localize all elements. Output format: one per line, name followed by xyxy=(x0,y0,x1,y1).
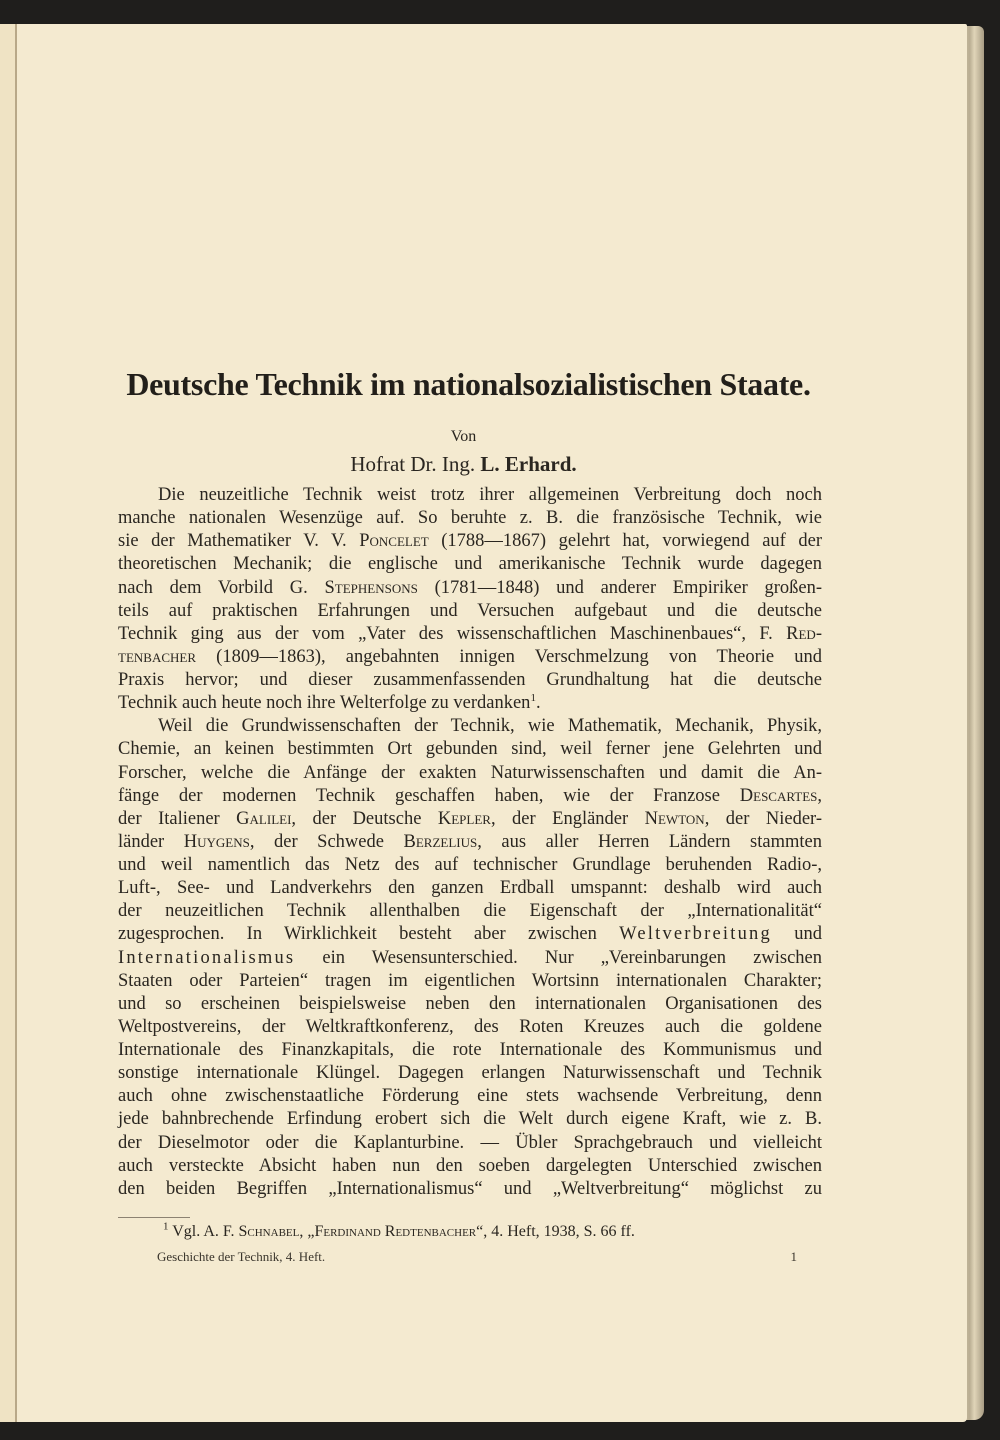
text-line xyxy=(118,692,822,715)
text-run: und so erscheinen beispielsweise neben den internationalen Organisationen des xyxy=(118,993,822,1014)
text-run: , „ xyxy=(299,1223,315,1240)
text-run: (1788—1867) gelehrt hat, vorwiegend auf der xyxy=(428,531,822,552)
text-run: auch ohne zwischenstaatliche Förderung eine stets wachsende Verbreitung, denn xyxy=(118,1086,822,1107)
text-line xyxy=(118,923,822,946)
text-run: , der Engländer xyxy=(490,808,645,829)
text-line xyxy=(118,993,822,1016)
spaced-emphasis: Internationalismus xyxy=(118,947,296,968)
text-line xyxy=(118,854,822,877)
text-line xyxy=(118,669,822,692)
text-run: auch versteckte Absicht haben nun den soeben dargelegten Unterschied zwischen xyxy=(118,1155,822,1176)
text-line xyxy=(118,1108,822,1131)
text-run: (1781—1848) und anderer Empiriker großen- xyxy=(417,577,823,598)
text-run: der Italiener xyxy=(118,808,237,829)
text-run: Technik auch heute noch ihre Welterfolge zu verdanken xyxy=(118,693,531,714)
text-run: länder xyxy=(118,831,184,852)
text-run: , der Schwede xyxy=(249,831,404,852)
text-run: “, 4. Heft, 1938, S. 66 ff. xyxy=(476,1223,635,1240)
name-smallcaps: Kepler xyxy=(437,808,491,829)
text-line xyxy=(118,1132,822,1155)
text-line xyxy=(118,1016,822,1039)
text-line xyxy=(118,600,822,623)
text-run: den beiden Begriffen „Internationalismus“ und „Weltverbreitung“ möglichst zu xyxy=(118,1178,822,1199)
text-run: sie der Mathematiker V. V. xyxy=(118,531,360,552)
text-run: Forscher, welche die Anfänge der exakten Naturwissenschaften und damit die An- xyxy=(118,762,822,783)
text-run: und weil namentlich das Netz des auf technischer Grundlage beruhenden Radio-, xyxy=(118,855,822,875)
name-smallcaps: tenbacher xyxy=(118,646,196,667)
text-line xyxy=(118,1178,822,1201)
text-run: Chemie, an keinen bestimmten Ort gebunden sind, weil ferner jene Gelehrten und xyxy=(118,739,822,760)
byline-von: Von xyxy=(450,428,477,445)
footnote-divider xyxy=(118,1217,190,1218)
text-run: , xyxy=(817,785,822,806)
text-line xyxy=(118,831,822,854)
footnote-ref: 1 xyxy=(530,691,536,704)
text-line xyxy=(118,530,822,553)
name-smallcaps: Poncelet xyxy=(359,531,429,552)
text-run: Weil die Grundwissenschaften der Technik, wie Mathematik, Mechanik, Physik, xyxy=(158,716,822,737)
article-body xyxy=(118,484,822,1201)
text-run: Weltpostvereins, der Weltkraftkonferenz, des Roten Kreuzes auch die goldene xyxy=(118,1016,822,1037)
text-line xyxy=(118,646,822,669)
text-line xyxy=(118,947,822,970)
name-smallcaps: Schnabel xyxy=(238,1223,300,1240)
journal-name: Geschichte der Technik, 4. Heft. xyxy=(157,1249,326,1264)
text-line xyxy=(118,1085,822,1108)
text-run: der neuzeitlichen Technik allenthalben die Eigenschaft der „Internationalität“ xyxy=(118,901,822,922)
text-run: , der Deutsche xyxy=(291,808,438,829)
page-footer xyxy=(157,1249,797,1265)
text-line xyxy=(118,623,822,646)
text-run: nach dem Vorbild G. xyxy=(118,577,325,598)
text-line xyxy=(118,970,822,993)
text-line xyxy=(118,1155,822,1178)
text-run: Technik ging aus der vom „Vater des wissenschaftlichen Maschinenbaues“, F. xyxy=(118,623,787,644)
author-name: L. Erhard. xyxy=(480,452,577,476)
text-run: (1809—1863), angebahnten innigen Verschmelzung von Theorie und xyxy=(196,646,822,667)
text-line xyxy=(118,877,822,900)
text-line xyxy=(118,1039,822,1062)
text-line xyxy=(118,900,822,923)
text-line xyxy=(118,1062,822,1085)
text-line xyxy=(118,553,822,576)
name-smallcaps: Huygens xyxy=(183,831,250,852)
text-run: theoretischen Mechanik; die englische und amerikanische Technik wurde dagegen xyxy=(118,554,822,575)
text-run: sonstige internationale Klüngel. Dagegen erlangen Naturwissenschaft und Technik xyxy=(118,1063,822,1084)
text-line xyxy=(118,484,822,507)
text-run: jede bahnbrechende Erfindung erobert sich die Welt durch eigene Kraft, wie z. B. xyxy=(118,1109,822,1130)
name-smallcaps: Stephensons xyxy=(324,577,418,598)
article-title: Deutsche Technik im nationalsozialistischen Staate. xyxy=(126,366,811,402)
footnote xyxy=(163,1220,635,1241)
name-smallcaps: Galilei xyxy=(236,808,292,829)
text-line xyxy=(118,808,822,831)
book-fold xyxy=(15,24,17,1422)
name-smallcaps: Descartes xyxy=(739,785,818,806)
author-prefix: Hofrat Dr. Ing. xyxy=(350,452,481,476)
text-run: . xyxy=(535,693,541,714)
text-line xyxy=(118,507,822,530)
name-smallcaps: Red- xyxy=(786,623,822,644)
text-line xyxy=(118,738,822,761)
text-line xyxy=(118,715,822,738)
text-run: teils auf praktischen Erfahrungen und Versuchen aufgebaut und die deutsche xyxy=(118,600,822,621)
text-run: und xyxy=(771,924,822,945)
document-page xyxy=(17,24,967,1422)
text-run: fänge der modernen Technik geschaffen haben, wie der Franzose xyxy=(118,785,740,806)
text-run: Staaten oder Parteien“ tragen im eigentlichen Wortsinn internationalen Charakter; xyxy=(118,970,822,991)
name-smallcaps: Newton xyxy=(644,808,705,829)
text-line xyxy=(118,785,822,808)
text-run: der Dieselmotor oder die Kaplanturbine. — Übler Sprachgebrauch und vielleicht xyxy=(118,1132,822,1153)
text-run: zugesprochen. In Wirklichkeit besteht aber zwischen xyxy=(118,924,620,945)
text-run: ein Wesensunterschied. Nur „Vereinbarungen zwischen xyxy=(295,947,822,968)
name-smallcaps: Berzelius xyxy=(403,831,478,852)
text-run: manche nationalen Wesenzüge auf. So beruhte z. B. die französische Technik, wie xyxy=(118,508,822,529)
text-run: , aus aller Herren Ländern stammten xyxy=(477,831,822,852)
text-run: , der Nieder- xyxy=(704,808,822,829)
text-run: Internationale des Finanzkapitals, die rote Internationale des Kommunismus und xyxy=(118,1040,822,1060)
footnote-marker: 1 xyxy=(163,1220,169,1233)
facing-page-edge xyxy=(0,24,15,1422)
text-run: Die neuzeitliche Technik weist trotz ihrer allgemeinen Verbreitung doch noch xyxy=(158,485,822,505)
author-line xyxy=(117,452,810,477)
name-smallcaps: Ferdinand Redtenbacher xyxy=(314,1223,477,1240)
page-number: 1 xyxy=(790,1249,797,1264)
text-run: Praxis hervor; und dieser zusammenfassenden Grundhaltung hat die deutsche xyxy=(118,670,822,690)
spaced-emphasis: Weltverbreitung xyxy=(619,924,772,945)
text-run: Vgl. A. F. xyxy=(168,1223,239,1240)
text-line xyxy=(118,762,822,785)
text-line xyxy=(118,577,822,600)
text-run: Luft-, See- und Landverkehrs den ganzen Erdball umspannt: deshalb wird auch xyxy=(118,878,822,899)
